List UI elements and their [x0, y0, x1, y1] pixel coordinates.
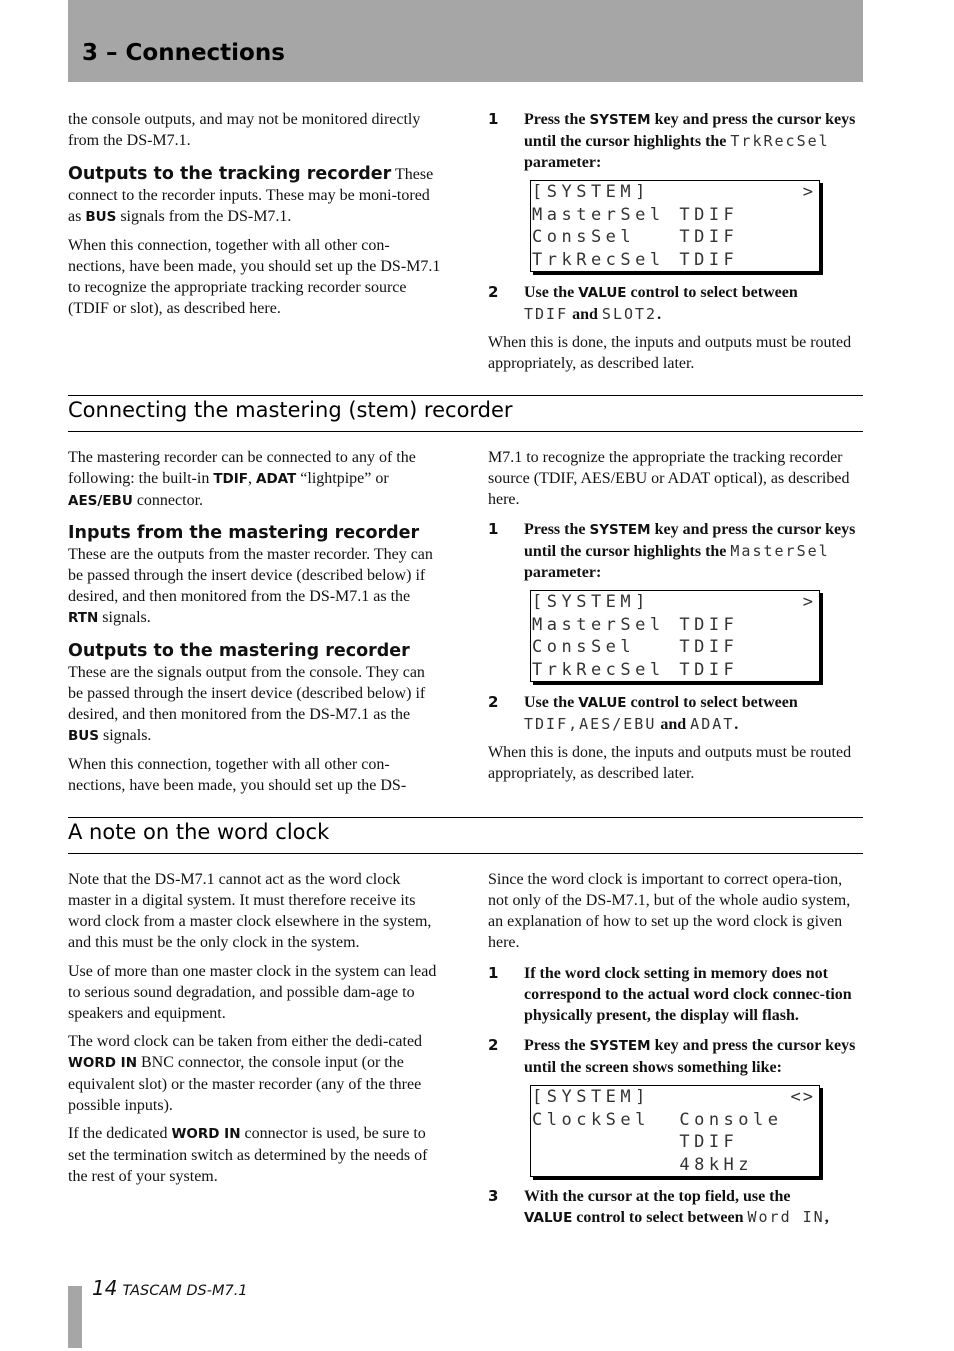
section-heading-mastering: Connecting the mastering (stem) recorder [68, 398, 513, 422]
value-control-label: VALUE [578, 285, 627, 301]
step-text: With the cursor at the top field, use the [524, 1188, 791, 1205]
lcd-arrow-icon: > [802, 592, 815, 612]
step-text: control to select between [630, 694, 798, 711]
mastering-setup-continued: M7.1 to recognize the appropriate the tracking recorder source (TDIF, AES/EBU or ADAT optical), as described here. [488, 449, 850, 508]
routing-note: When this is done, the inputs and outputs must be routed appropriately, as described later. [488, 744, 852, 782]
lcd-line: MasterSel TDIF [532, 204, 739, 225]
system-key-label: SYSTEM [589, 522, 651, 538]
lcd-line: TDIF [532, 1132, 739, 1152]
wordclock-paragraph-4 [68, 1123, 443, 1187]
step-1-display-flash: If the word clock setting in memory does not correspond to the actual word clock connec-tion physically present, the display will flash. [524, 965, 852, 1024]
step-text: and [660, 716, 687, 733]
body-text: signals. [102, 609, 151, 626]
option-value: SLOT2 [601, 305, 658, 323]
punctuation: , [824, 1209, 829, 1226]
punctuation: . [657, 306, 662, 323]
body-text: connector. [136, 492, 204, 509]
rtn-label: RTN [68, 610, 99, 626]
section-rule [68, 817, 863, 818]
lcd-line: 48kHz [532, 1154, 754, 1175]
step-2-tdif-aes-adat [524, 692, 859, 735]
param-name: TrkRecSel [730, 132, 830, 150]
step-text: key and press the cursor keys until the screen shows something like: [524, 1037, 856, 1076]
tracking-outputs-paragraph [68, 164, 443, 228]
lcd-line: ConsSel TDIF [532, 637, 739, 657]
step-number: 1 [488, 964, 499, 982]
body-text: signals from the DS-M7.1. [120, 208, 292, 225]
footer-bar [68, 1286, 82, 1348]
subheading-mastering-inputs: Inputs from the mastering recorder [68, 523, 420, 543]
lcd-line: MasterSel TDIF [532, 614, 739, 635]
step-text: key and press the cursor keys until the cursor highlights the [524, 111, 856, 150]
step-number: 1 [488, 520, 499, 538]
step-2-system-screen [524, 1035, 859, 1078]
system-key-label: SYSTEM [589, 1038, 651, 1054]
word-in-label: WORD IN [68, 1055, 137, 1071]
wordclock-paragraph-1: Note that the DS-M7.1 cannot act as the word clock master in a digital system. It must therefore receive its word clock from a master clock elsewhere in the system, and this must be the only clock in the system. [68, 871, 432, 951]
mastering-setup-paragraph: When this connection, together with all other con-nections, have been made, you should set up the DS- [68, 756, 407, 794]
section-rule [68, 395, 863, 396]
step-text: key and press the cursor keys until the cursor highlights the [524, 521, 856, 560]
step-number: 2 [488, 693, 499, 711]
body-text: These connect to the recorder inputs. These may be moni-tored as [68, 166, 434, 225]
option-value: TDIF,AES/EBU [524, 715, 657, 733]
body-text: BNC connector, the console input (or the equivalent slot) or the master recorder (any of the three possible inputs). [68, 1054, 422, 1114]
adat-label: ADAT [256, 471, 297, 487]
wordclock-right-intro: Since the word clock is important to correct opera-tion, not only of the DS-M7.1, but of the whole audio system, an explanation of how to set up the word clock is given here. [488, 871, 851, 951]
body-text: The mastering recorder can be connected to any of the following: the built-in [68, 449, 416, 487]
body-text: These are the signals output from the console. They can be passed through the insert device (described below) if desired, and then monitored from the DS-M7.1 as the [68, 664, 426, 723]
step-text: Press the [524, 521, 586, 538]
step-text: parameter: [524, 564, 602, 581]
lcd-display-trkrecsel [530, 180, 820, 272]
step-text: control to select between [576, 1209, 744, 1226]
step-1-trkrecsel [524, 109, 859, 173]
body-text: The word clock can be taken from either the dedi-cated [68, 1033, 423, 1050]
product-name: TASCAM DS-M7.1 [122, 1283, 248, 1299]
body-text: signals. [102, 727, 152, 744]
lcd-line: [SYSTEM] <> [532, 1087, 815, 1107]
lcd-line: TrkRecSel TDIF [532, 249, 739, 270]
value-control-label: VALUE [524, 1210, 573, 1226]
subheading-tracking-outputs: Outputs to the tracking recorder [68, 164, 392, 184]
bus-label: BUS [68, 728, 99, 744]
value-control-label: VALUE [578, 695, 627, 711]
intro-paragraph: the console outputs, and may not be monitored directly from the DS-M7.1. [68, 111, 421, 149]
lcd-display-clocksel [530, 1085, 820, 1177]
option-value: Word IN [747, 1208, 825, 1226]
wordclock-paragraph-2: Use of more than one master clock in the system can lead to serious sound degradation, and possible dam-age to speakers and equipment. [68, 963, 437, 1022]
system-key-label: SYSTEM [589, 112, 651, 128]
wordclock-paragraph-3 [68, 1031, 443, 1116]
lcd-arrow-icon: <> [790, 1087, 815, 1107]
option-value: ADAT [690, 715, 735, 733]
step-text: Use the [524, 284, 575, 301]
body-text: “lightpipe” or [300, 470, 389, 487]
step-1-mastersel [524, 519, 859, 583]
lcd-line: [SYSTEM] > [532, 182, 815, 202]
mastering-outputs-paragraph [68, 641, 443, 747]
bus-label: BUS [85, 209, 117, 225]
mastering-inputs-paragraph [68, 523, 443, 629]
aes-ebu-label: AES/EBU [68, 493, 133, 509]
step-3-word-in [524, 1186, 869, 1229]
step-number: 1 [488, 110, 499, 128]
punctuation: , [248, 470, 252, 487]
lcd-line: [SYSTEM] > [532, 592, 815, 612]
section-heading-word-clock: A note on the word clock [68, 820, 330, 844]
step-text: control to select between [630, 284, 798, 301]
lcd-line: ClockSel Console [532, 1109, 783, 1130]
tdif-label: TDIF [213, 471, 248, 487]
lcd-line: ConsSel TDIF [532, 227, 739, 247]
word-in-label: WORD IN [171, 1126, 241, 1142]
step-number: 3 [488, 1187, 499, 1205]
step-text: and [572, 306, 598, 323]
step-text: parameter: [524, 154, 602, 171]
chapter-title: 3 – Connections [82, 40, 285, 66]
subheading-mastering-outputs: Outputs to the mastering recorder [68, 641, 410, 661]
step-number: 2 [488, 283, 499, 301]
page-number: 14 [92, 1276, 118, 1300]
body-text: These are the outputs from the master recorder. They can be passed through the insert device (described below) if desired, and then monitored from the DS-M7.1 as the [68, 546, 433, 605]
mastering-intro [68, 447, 443, 512]
option-value: TDIF [524, 305, 569, 323]
punctuation: . [734, 716, 739, 733]
lcd-arrow-icon: > [802, 182, 815, 202]
step-number: 2 [488, 1036, 499, 1054]
body-text: connector is used, be sure to set the termination switch as determined by the needs of the rest of your system. [68, 1125, 428, 1185]
body-text: If the dedicated [68, 1125, 168, 1142]
step-text: Use the [524, 694, 575, 711]
footer [92, 1276, 248, 1300]
section-rule [68, 853, 863, 854]
lcd-display-mastersel [530, 590, 820, 682]
routing-note: When this is done, the inputs and outputs must be routed appropriately, as described later. [488, 334, 852, 372]
step-text: Press the [524, 111, 586, 128]
tracking-setup-paragraph: When this connection, together with all other con-nections, have been made, you should set up the DS-M7.1 to recognize the appropriate tracking recorder source (TDIF or slot), as described here. [68, 237, 441, 317]
lcd-line: TrkRecSel TDIF [532, 659, 739, 680]
param-name: MasterSel [730, 542, 830, 560]
section-rule [68, 431, 863, 432]
step-text: Press the [524, 1037, 586, 1054]
step-2-tdif-slot [524, 282, 859, 325]
